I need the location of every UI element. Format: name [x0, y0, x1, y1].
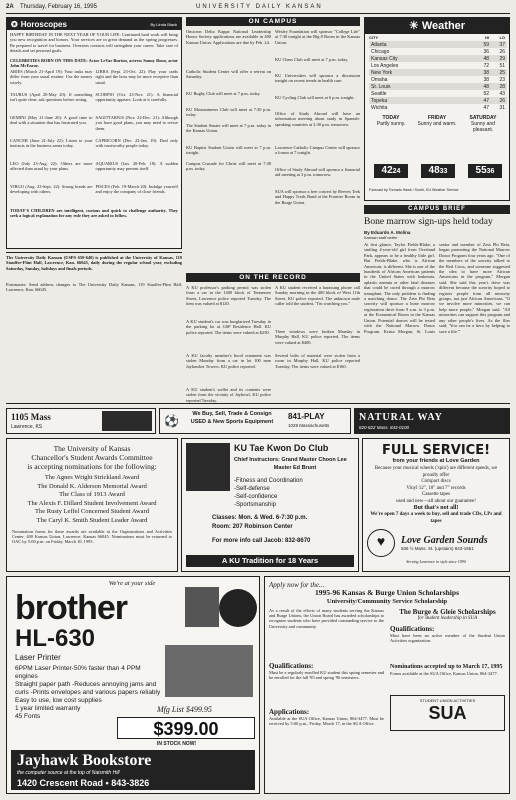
sports-equipment-ad[interactable] [159, 408, 351, 434]
forecast-today [369, 115, 413, 133]
campus-brief-byline: By Eduardo A. Molina [364, 230, 411, 235]
brother-top: We're at your side [108, 580, 156, 587]
weather-city: Wichita [371, 104, 388, 111]
natural-way-phone: 820-822 Mass. 843-0100 [359, 425, 410, 430]
sign-gemini: GEMINI (May 21-June 20): A good time to deal with a situation that has frustrated you. [10, 115, 93, 126]
best-buy-badge [219, 589, 257, 627]
campus-brief-banner: CAMPUS BRIEF [364, 205, 510, 214]
bullet-item: 6PPM Laser Printer-50% faster than 4 PPM engines [15, 665, 141, 680]
natural-way-title: NATURAL WAY [359, 412, 443, 423]
friday-temps [421, 164, 455, 178]
on-campus-section [186, 17, 360, 268]
campus-brief-role: Kansan staff writer [364, 235, 398, 240]
taekwondo-title: KU Tae Kwon Do Club [234, 443, 329, 453]
campus-item: Omicron Delta Kappa National Leadership Honor Society applications are available in 400 Kansas Union. Applications are due by Feb. 24. [186, 29, 271, 45]
nominations-heading: Nominations accepted up to March 17, 1995 [390, 663, 503, 670]
chancellor-l1: The University of Kansas [53, 444, 131, 453]
brother-mfg: Mfg List $499.95 [157, 705, 212, 714]
record-item: Three windows were broken Monday in Murphy Hall, KU police reported. The items were valued at $400. [275, 329, 360, 345]
chancellor-l2: Chancellor's Student Awards Committee [31, 453, 153, 462]
pc-magazine-badge [185, 587, 219, 627]
sign-aquarius: AQUARIUS (Jan. 20-Feb. 18): A sudden opportunity may present itself. [95, 161, 178, 172]
taekwondo-chief: Chief Instructors: Grand Master Choon Lee [234, 457, 347, 463]
weather-table-header [365, 34, 509, 41]
brother-price: $399.00 [117, 717, 255, 739]
campus-item: Catholic Student Center will offer a retreat on Saturday. [186, 69, 271, 80]
today-temps [374, 164, 408, 178]
weather-table [369, 41, 507, 111]
scholarship-qual-heading: Qualifications: [269, 661, 314, 670]
horoscope-banner [7, 18, 181, 30]
sua-logo-sub: STUDENT UNION ACTIVITIES [419, 697, 476, 703]
taekwondo-photo [186, 443, 230, 491]
feature-item: -Sportsmanship [234, 502, 277, 508]
scholarship-col-left [269, 608, 384, 750]
weather-city: Omaha [371, 76, 388, 83]
love-garden-line: Because your musical wheels ('spin') are different speeds, we proudly offer [374, 466, 498, 478]
weather-hi: 36 [483, 48, 489, 55]
weather-row [369, 83, 507, 90]
massage-ad[interactable] [6, 408, 156, 434]
taekwondo-master: Master Ed Brunt [273, 465, 317, 471]
forecast-day: TODAY [382, 115, 400, 121]
sign-virgo: VIRGO (Aug. 23-Sept. 22): Strong bonds are developing with others. [10, 184, 93, 195]
forecast-row [365, 111, 509, 133]
buysell-addr: 1029 Massachusetts [288, 423, 330, 428]
chancellor-note: Nomination forms for these awards are available at the Organizations and Activities Center, 400 Kansas Union, Lawrence, Kansas 66045. Nominations must be returned to OAC by 5:00 p.m. on Friday, March 10, 1995. [12, 528, 172, 545]
forecast-friday [415, 115, 459, 133]
horoscope-title: Horoscopes [20, 19, 67, 29]
weather-hi: 38 [483, 76, 489, 83]
weather-lo: 43 [499, 90, 505, 97]
sign-scorpio: SCORPIO (Oct. 23-Nov. 21): A financial opportunity appears. Look at it carefully. [95, 92, 178, 103]
massage-title: 1105 Mass [11, 412, 51, 422]
col-lo: LO [499, 35, 505, 40]
weather-city: Seattle [371, 90, 387, 97]
weather-caption: Forecast by Tornado Hawk / South, KU Weather Service [369, 188, 459, 192]
taekwondo-features [234, 477, 303, 509]
saturday-hi: 55 [475, 165, 487, 176]
horoscope-signs-right [96, 69, 179, 206]
scholarship-ad[interactable] [264, 576, 510, 794]
brother-brand: brother [15, 589, 127, 627]
campus-item: KU Mountaineers Club will meet at 7:30 p.m. today. [186, 107, 271, 118]
nominations-body: Forms available at the SUA Office, Kansas Union, 864-3477. [390, 670, 498, 676]
sua-logo [390, 695, 505, 731]
page-header [6, 4, 510, 13]
scholarship-sub: University/Community Service Scholarship [326, 597, 448, 605]
on-record-section [186, 273, 360, 403]
massage-sub: Lawrence, KS [11, 424, 43, 430]
record-item: A KU student's car was burglarized Tuesday in the parking lot at GSP Residence Hall. KU police reported. The items were valued at $250. [186, 319, 271, 335]
sports-ball-icon: ⚽ [164, 414, 179, 428]
weather-city: Topeka [371, 97, 388, 104]
campus-item: Campus Crusade for Christ will meet at 7:30 p.m. today. [186, 161, 271, 172]
sign-capricorn: CAPRICORN (Dec. 22-Jan. 19): Deal only with trustworthy people today. [95, 138, 178, 149]
sign-cancer: CANCER (June 21-July 22): Listen to your instincts in the business arena today. [10, 138, 93, 149]
forecast-desc: Sunny and warm. [417, 121, 457, 127]
brother-model: HL-630 [15, 625, 96, 652]
campus-item: KU Universities will sponsor a discussion tonight on recent trends in health care. [275, 73, 360, 84]
record-item: A KU professor's parking permit was stolen from a car in the 1400 block of Tennessee Street, Lawrence police reported Tuesday. The item was valued at $120. [186, 285, 271, 307]
page-number: 2A [6, 4, 14, 10]
campus-item: The Student Senate will meet at 7 p.m. today in the Kansas Union. [186, 123, 271, 134]
saturday-lo: 36 [486, 168, 495, 175]
love-garden-store: Love Garden Sounds [401, 535, 488, 546]
sign-leo: LEO (July 23-Aug. 22): Others are more affected than usual by your plans. [10, 161, 93, 172]
love-garden-line: Vinyl 12", 10" and 7" records [406, 485, 466, 491]
weather-lo: 37 [499, 41, 505, 48]
sun-icon: ☀ [408, 20, 419, 32]
scholarship-qual-body: Must be a regularly enrolled KU student this spring semester and be enrolled for the fall '95 and spring '96 semesters. [269, 669, 384, 680]
sign-taurus: TAURUS (April 20-May 20): If something isn't quite clear, ask questions before acting. [10, 92, 93, 103]
weather-hi: 47 [483, 97, 489, 104]
burge-title: The Burge & Gleie Scholarships [399, 607, 496, 616]
bullet-item: Easy to use, low cost supplies [15, 697, 102, 704]
weather-city: New York [371, 69, 393, 76]
weather-city: Kansas City [371, 55, 398, 62]
postmaster-note: Postmaster: Send address changes to The University Daily Kansan, 119 Stauffer-Flint Hall, Lawrence, Kan. 66045. [6, 282, 182, 293]
buysell-line1: We Buy, Sell, Trade & Consign [192, 411, 272, 417]
love-garden-line: Compact discs [421, 479, 451, 484]
weather-hi: 72 [483, 62, 489, 69]
campus-item: Office of Study Abroad will sponsor a financial aid meeting at 3 p.m. tomorrow. [275, 167, 360, 178]
horoscope-footer: TODAY'S CHILDREN are intelligent, curious and quick to challenge authority. They seek a logical explanation for any rule they are asked to follow. [10, 208, 178, 219]
forecast-day: FRIDAY [427, 115, 447, 121]
weather-hi: 38 [483, 69, 489, 76]
sign-libra: LIBRA (Sept. 23-Oct. 22): Play your cards right and the boss may be more receptive than usual. [95, 69, 178, 85]
jayhawk-bookstore-footer [11, 750, 255, 790]
horoscope-signs [7, 69, 181, 206]
burge-qual-heading: Qualifications: [390, 624, 435, 633]
weather-row [369, 104, 507, 111]
weather-title: Weather [421, 20, 466, 32]
col-city: CITY [369, 35, 379, 40]
campus-item: KU Chess Club will meet at 7 p.m. today. [275, 57, 349, 62]
buysell-line2: USED & New Sports Equipment [190, 419, 274, 425]
publication-info [6, 252, 182, 300]
header-rule [6, 13, 510, 14]
natural-way-ad[interactable] [354, 408, 510, 434]
weather-lo: 51 [499, 62, 505, 69]
weather-hi: 48 [483, 83, 489, 90]
feature-item: -Fitness and Coordination [234, 478, 303, 484]
burge-qual-body: Must have been an active member of the Student Union Activities organization. [390, 632, 505, 643]
award-item: The Donald K. Alderson Memorial Award [37, 482, 147, 490]
friday-hi: 48 [428, 165, 440, 176]
weather-city: Los Angeles [371, 62, 399, 69]
love-garden-addr: 936 ½ Mass. St. (upstairs) 843-1551 [401, 546, 474, 551]
buysell-phone: 841-PLAY [288, 412, 325, 421]
ad-rule [6, 403, 510, 404]
record-item: A KU faculty member's hood ornament was stolen Monday from a car in lot 100 near Jayhawker Towers, KU police reported. [186, 353, 271, 369]
record-item: Several bolts of material were stolen from a room in Murphy Hall, KU police reported Tuesday. The items were valued at $160. [275, 353, 360, 369]
campus-brief-body: At first glance, Taylor Fields-Blake, a smiling 4-year-old girl from Overland Park, appears to be a healthy little girl. But Fields-Blake, who is African American, is different. She is one of the hundreds of African American patients in the United States with leukemia, aplastic anemia or other fatal diseases that could be cured through a marrow transplant. The only problem is finding a matching donor. The Zeta Phi Beta sorority will sponsor a bone marrow registration drive from 9 a.m. to 3 p.m. at the Ecumenical Room in the Kansas Union. Potential donors will be tested with the National Marrow Donor Program. Krista Morgan, St. Louis senior and member of Zeta Phi Beta, began promoting the National Marrow Donor Program four years ago. "One of the members of the sorority talked to the Red Cross, and someone suggested the idea to have more African Americans in the program," Morgan said. She said this year's drive was different because the sorority hoped to register people from all minority groups, not just African Americans. "If we involve more minorities, we can help more people," Morgan said. "All minorities can support this program and any other people's lives. As the flier said, 'You can be a hero by helping to save a life.'" [364, 242, 510, 334]
on-campus-col-left [186, 29, 271, 221]
scholarship-columns [269, 608, 505, 750]
publication-statement: The University Daily Kansan (USPS 650-640) is published at the University of Kansas, 119 Stauffer-Flint Hall, Lawrence, Kan. 66045, daily during the regular school year, excluding Saturday, Sunday, holidays and finals periods. [6, 255, 182, 271]
forecast-temps [369, 164, 507, 184]
sign-aries: ARIES (March 21-April 19): Your tasks may differ from your usual routine. Use the money wisely. [10, 69, 93, 85]
campus-item: Office of Study Abroad will have an information meeting about study in Spanish-speaking countries at 3:30 p.m. tomorrow. [275, 111, 360, 127]
weather-lo: 25 [499, 69, 505, 76]
col-hi: HI [485, 35, 489, 40]
campus-brief-headline: Bone marrow sign-ups held today [364, 217, 493, 227]
printer-photo [165, 645, 253, 697]
campus-item: Lawrence Catholic Campus Center will sponsor a forum at 7 tonight. [275, 145, 360, 156]
love-garden-line: We're open 7 days a week to buy, sell and trade CDs, LPs and tapes [370, 512, 502, 524]
weather-lo: 28 [499, 83, 505, 90]
page-date: Thursday, February 16, 1995 [20, 4, 97, 10]
taekwondo-classes: Classes: Mon. & Wed. 6-7:30 p.m. [212, 515, 308, 521]
scholarship-title: 1995-96 Kansas & Burge Union Scholarships [315, 588, 459, 597]
horoscope-signs-left [10, 69, 93, 206]
newspaper-name: UNIVERSITY DAILY KANSAN [196, 4, 323, 10]
taekwondo-ad[interactable] [181, 438, 359, 572]
today-hi: 42 [381, 165, 393, 176]
love-garden-store-block [401, 535, 488, 551]
weather-row [369, 55, 507, 62]
forecast-saturday [461, 115, 505, 133]
brother-bullets [15, 665, 165, 721]
on-campus-col-right [275, 29, 360, 221]
forecast-desc: Sunny and pleasant. [471, 121, 495, 133]
love-garden-bottom [367, 529, 505, 557]
campus-item: KU Rugby Club will meet at 7 p.m. today. [186, 91, 261, 96]
on-campus-columns [186, 29, 360, 221]
on-record-col-right [275, 285, 360, 397]
taekwondo-footer: A KU Tradition for 18 Years [186, 555, 354, 567]
taekwondo-info: For more info call Jacob: 832-8670 [212, 538, 311, 544]
weather-row [369, 62, 507, 69]
horoscope-byline: By Linda Black [150, 21, 177, 27]
brother-printer-ad[interactable] [6, 576, 260, 794]
scholarship-apply: Apply now for the... [269, 581, 325, 589]
zodiac-icon: ✪ [11, 19, 18, 29]
scholarship-apps-body: Available at the SUA Office, Kansas Union, 864-3477. Must be received by 5:00 p.m., Friday, March 17, in the SUA Office. [269, 715, 384, 726]
weather-row [369, 48, 507, 55]
weather-row [369, 76, 507, 83]
bullet-item: 45 Fonts [15, 713, 41, 720]
scholarship-apps-heading: Applications: [269, 707, 310, 716]
brother-type: Laser Printer [15, 653, 61, 662]
award-item: The Rusty Leffel Concerned Student Award [35, 508, 149, 516]
weather-row [369, 90, 507, 97]
love-garden-line: But that's not all! [413, 505, 459, 511]
brother-stock: IN STOCK NOW! [157, 741, 197, 747]
forecast-day: SATURDAY [469, 115, 497, 121]
weather-lo: 31 [499, 104, 505, 111]
campus-item: SUA will sponsor a free concert by Reeves Trek and Happy Trails Band at the Frontier Room in the Burge Union. [275, 189, 360, 205]
weather-lo: 26 [499, 48, 505, 55]
weather-city: Atlanta [371, 41, 387, 48]
love-garden-line: used and new—all about our guarantee! [396, 498, 476, 504]
weather-row [369, 41, 507, 48]
bullet-item: 1 year limited warranty [15, 705, 81, 712]
weather-hi: 47 [483, 104, 489, 111]
on-record-col-left [186, 285, 271, 403]
chancellor-awards-ad[interactable] [6, 438, 178, 572]
weather-row [369, 97, 507, 104]
feature-item: -Self-defense [234, 486, 270, 492]
love-garden-line: Cassette tapes [421, 492, 451, 497]
sign-sagittarius: SAGITTARIUS (Nov. 22-Dec. 21): Although you have good plans, you may need to revise them. [95, 115, 178, 131]
bookstore-name: Jayhawk Bookstore [17, 752, 152, 769]
on-record-banner: ON THE RECORD [186, 273, 360, 282]
award-item: The Agnes Wright Strickland Award [44, 474, 140, 481]
weather-section [364, 17, 510, 201]
award-item: The Caryl K. Smith Student Leader Award [36, 516, 148, 524]
weather-lo: 23 [499, 76, 505, 83]
weather-row [369, 69, 507, 76]
massage-photo [102, 411, 152, 431]
love-garden-since: Serving Lawrence in style since 1990 [406, 559, 466, 564]
sua-logo-text: SUA [428, 702, 467, 723]
friday-lo: 33 [439, 168, 448, 175]
campus-brief-section [364, 205, 510, 399]
taekwondo-room: Room: 207 Robinson Center [212, 524, 293, 530]
forecast-desc: Partly sunny. [376, 121, 406, 127]
love-garden-sub: from your friends at Love Garden [392, 458, 480, 464]
saturday-temps [468, 164, 502, 178]
scholarship-body: As a result of the efforts of many students serving the Kansas and Burge Unions, the Union Board has awarded scholarships to recognize students who have provided outstanding service to the University and community. [269, 607, 384, 629]
bookstore-addr: 1420 Crescent Road • 843-3826 [17, 778, 150, 788]
weather-hi: 52 [483, 90, 489, 97]
horoscope-lead: HAPPY BIRTHDAY IN THE NEXT YEAR OF YOUR LIFE: Continued hard work will bring you new recognition and honors. Your services are in great demand as the spring progresses. Be prepared to travel for business. Overseas contacts will strengthen your career. Take care of details and set personal goals. [10, 32, 178, 54]
campus-item: KU Baptist Student Union will meet at 7 p.m. tonight. [186, 145, 271, 156]
sign-pisces: PISCES (Feb. 19-March 20): Indulge yourself and enjoy the company of close friends. [95, 184, 178, 195]
chancellor-l3: is accepting nominations for the following: [27, 462, 157, 471]
weather-banner [365, 18, 509, 34]
on-record-columns [186, 285, 360, 403]
bullet-item: Straight paper path -Reduces annoying jams and curls -Prints envelopes and various papers reliably [15, 681, 161, 696]
feature-item: -Self-confidence [234, 494, 278, 500]
award-item: The Class of 1913 Award [59, 491, 125, 499]
weather-city: St. Louis [371, 83, 391, 90]
award-item: The Alexis F. Dillard Student Involvement Award [27, 499, 157, 507]
on-campus-banner: ON CAMPUS [186, 17, 360, 26]
weather-lo: 29 [499, 55, 505, 62]
record-item: A KU student's wallet and its contents were stolen from the vicinity of Jaybowl, KU police reported Tuesday. [186, 387, 271, 403]
bookstore-tagline: the computer source at the top of Naismith Hill [17, 770, 120, 776]
love-garden-ad[interactable] [362, 438, 510, 572]
scholarship-col-right [390, 608, 505, 750]
today-lo: 24 [392, 168, 401, 175]
campus-item: Wesley Foundation will sponsor "College Life" at 7:30 tonight at the Big 8 Room in the Kansas Union. [275, 29, 360, 45]
love-garden-title: FULL SERVICE! [381, 443, 491, 458]
weather-lo: 26 [499, 97, 505, 104]
record-icon: ♥ [367, 529, 395, 557]
campus-item: KU Cycling Club will meet at 6 p.m. tonight. [275, 95, 355, 100]
weather-city: Chicago [371, 48, 390, 55]
horoscope-celebrities: CELEBRITIES BORN ON THIS DATE: Actor LeVar Burton, actress Sonny Bono, actor John McEnroe. [10, 58, 178, 69]
record-item: A KU student received a harassing phone call Sunday morning in the 400 block of West 11th Street, KU police reported. The unknown male caller told the student, "I'm watching you." [275, 285, 360, 307]
weather-hi: 59 [483, 41, 489, 48]
weather-hi: 48 [483, 55, 489, 62]
horoscope-section [6, 17, 182, 249]
burge-sub: for student leadership in SUA [417, 615, 478, 621]
